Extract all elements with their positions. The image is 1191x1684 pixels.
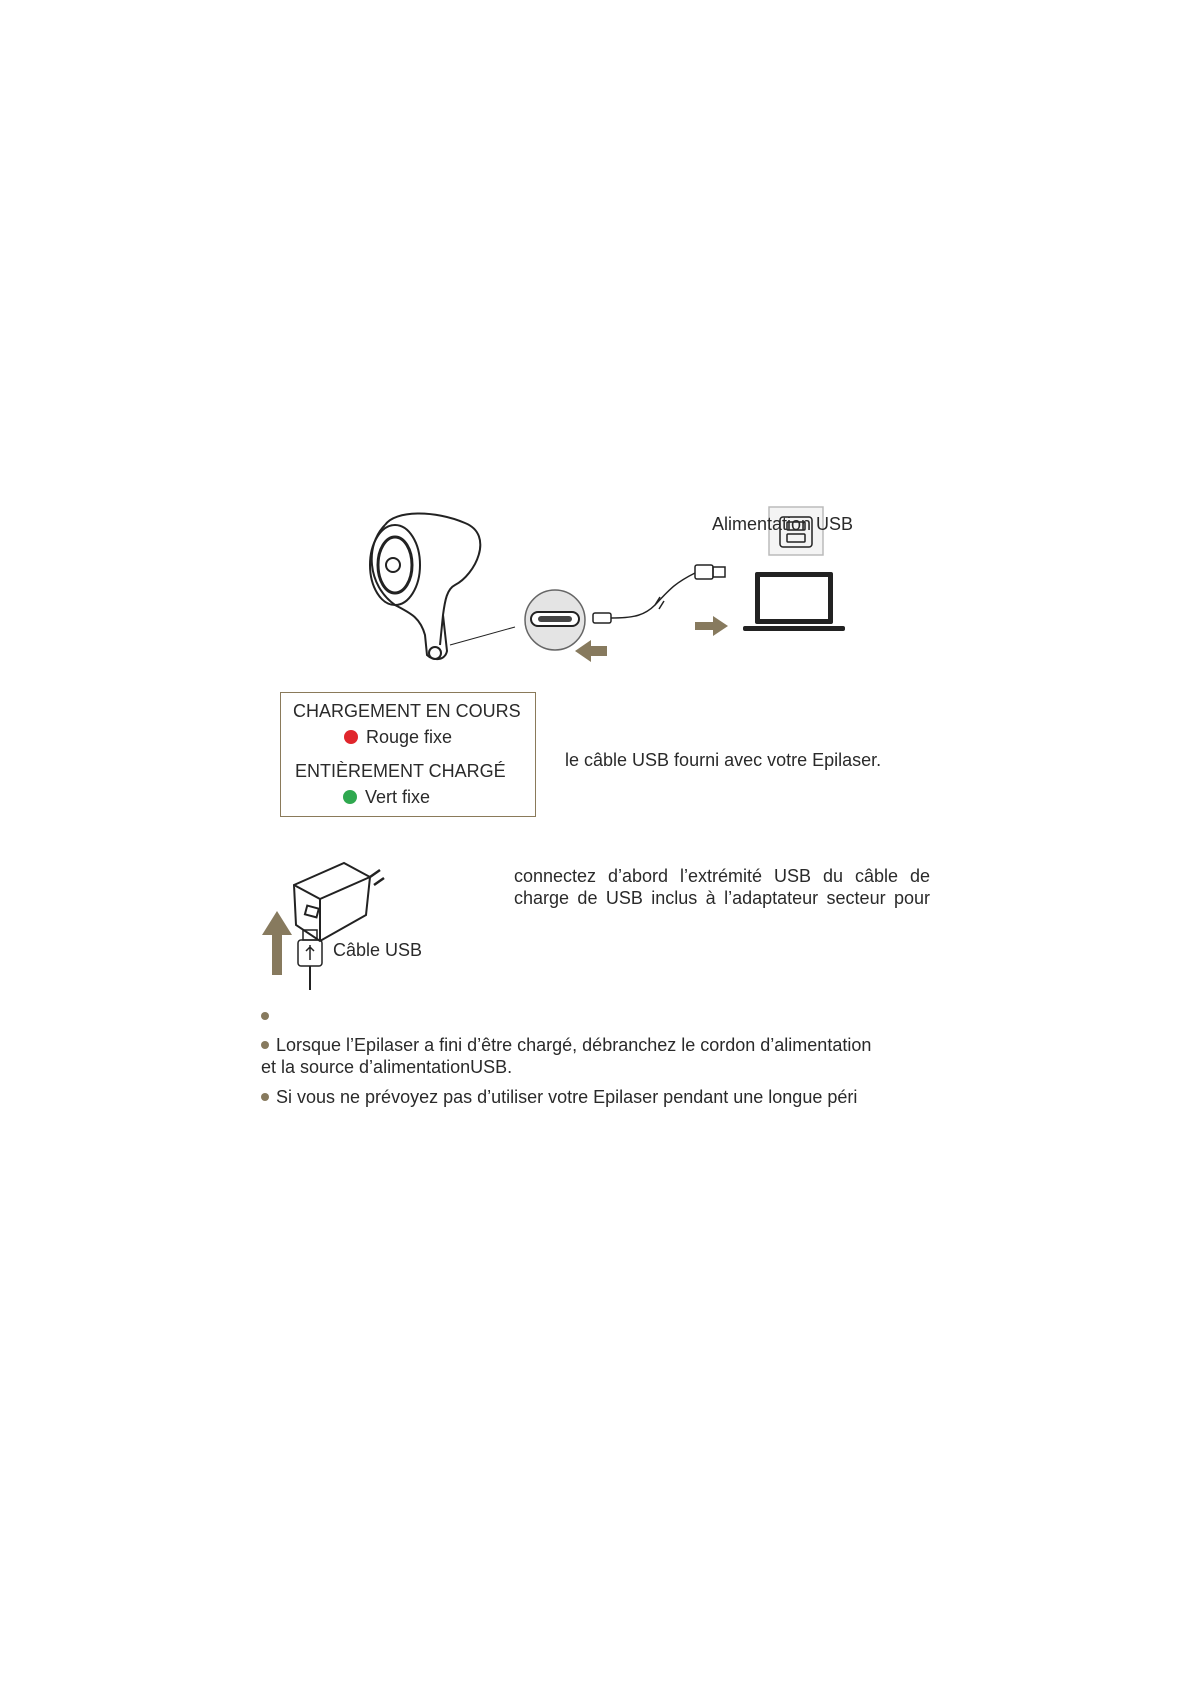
charging-status-box <box>280 692 536 817</box>
text-adapter-line1: connectez d’abord l’extrémité USB du câble de <box>514 866 930 886</box>
laptop-icon <box>743 572 845 631</box>
charging-state: Rouge fixe <box>344 727 452 748</box>
arrow-up-icon <box>262 911 292 975</box>
usb-cable-illustration <box>593 565 725 623</box>
adapter-diagram <box>258 855 398 990</box>
label-usb-power: Alimentation USB <box>712 514 854 534</box>
red-dot-icon <box>344 730 358 744</box>
arrow-left-icon <box>575 640 607 662</box>
label-usb-cable: Câble USB <box>333 940 423 960</box>
bullet-item-1: Lorsque l’Epilaser a fini d’être chargé, débranchez le cordon d’alimentation et la source d’alimentationUSB. <box>261 1035 872 1077</box>
arrow-right-icon <box>695 616 728 636</box>
bullet-empty <box>261 1009 276 1027</box>
charged-title: ENTIÈREMENT CHARGÉ <box>295 761 506 781</box>
bullet-icon <box>261 1041 269 1049</box>
text-adapter-line2: charge de USB inclus à l’adaptateur secteur pour <box>514 888 930 908</box>
charging-title: CHARGEMENT EN COURS <box>293 701 521 721</box>
green-dot-icon <box>343 790 357 804</box>
bullet-item-2: Si vous ne prévoyez pas d’utiliser votre Epilaser pendant une longue péri <box>261 1086 941 1108</box>
charged-state: Vert fixe <box>343 787 430 808</box>
bullet-icon <box>261 1093 269 1101</box>
text-adapter <box>514 865 930 909</box>
epilaser-device-illustration <box>370 513 515 659</box>
text-usb-supplied: le câble USB fourni avec votre Epilaser. <box>565 750 882 770</box>
bullet-icon <box>261 1012 269 1020</box>
usb-c-port-zoom <box>525 590 585 650</box>
